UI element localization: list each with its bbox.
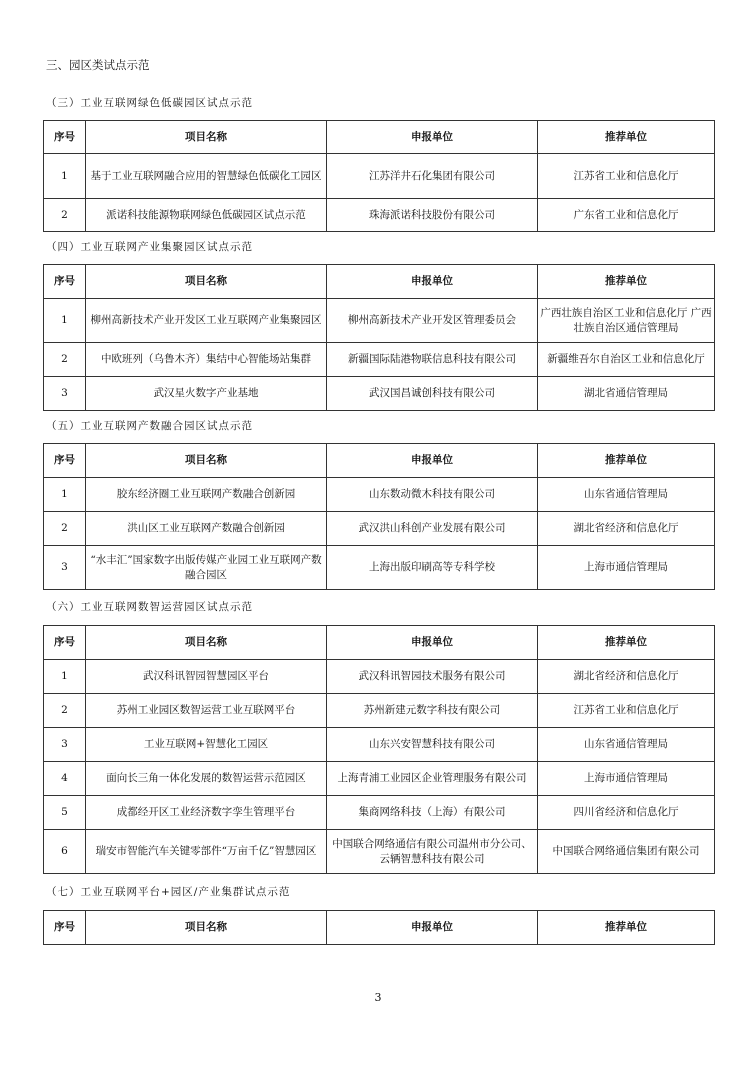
cell-recommender: 山东省通信管理局 (538, 478, 715, 512)
pilot-table (43, 443, 715, 590)
cell-project: 成都经开区工业经济数字孪生管理平台 (86, 796, 327, 830)
section-title: 三、园区类试点示范 (46, 58, 150, 72)
cell-project: 苏州工业园区数智运营工业互联网平台 (86, 694, 327, 728)
header-project: 项目名称 (86, 911, 327, 945)
cell-recommender: 上海市通信管理局 (538, 546, 715, 590)
header-applicant: 申报单位 (327, 626, 538, 660)
header-project: 项目名称 (86, 626, 327, 660)
cell-applicant: 新疆国际陆港物联信息科技有限公司 (327, 343, 538, 377)
cell-index: 1 (44, 660, 86, 694)
cell-recommender: 中国联合网络通信集团有限公司 (538, 830, 715, 874)
group-title: （三）工业互联网绿色低碳园区试点示范 (46, 97, 253, 109)
cell-index: 1 (44, 299, 86, 343)
cell-recommender: 山东省通信管理局 (538, 728, 715, 762)
header-recommender: 推荐单位 (538, 911, 715, 945)
table-row (44, 199, 715, 232)
cell-index: 6 (44, 830, 86, 874)
cell-index: 1 (44, 154, 86, 199)
cell-recommender: 新疆维吾尔自治区工业和信息化厅 (538, 343, 715, 377)
header-applicant: 申报单位 (327, 265, 538, 299)
cell-project: 武汉科讯智园智慧园区平台 (86, 660, 327, 694)
pilot-table (43, 264, 715, 411)
header-index: 序号 (44, 444, 86, 478)
page-number: 3 (374, 991, 382, 1004)
header-recommender: 推荐单位 (538, 121, 715, 154)
header-recommender: 推荐单位 (538, 626, 715, 660)
cell-recommender: 广西壮族自治区工业和信息化厅 广西壮族自治区通信管理局 (538, 299, 715, 343)
cell-index: 4 (44, 762, 86, 796)
cell-applicant: 武汉洪山科创产业发展有限公司 (327, 512, 538, 546)
group-title: （七）工业互联网平台+园区/产业集群试点示范 (46, 886, 291, 898)
cell-recommender: 上海市通信管理局 (538, 762, 715, 796)
cell-applicant: 珠海派诺科技股份有限公司 (327, 199, 538, 232)
cell-project: 洪山区工业互联网产数融合创新园 (86, 512, 327, 546)
header-recommender: 推荐单位 (538, 265, 715, 299)
header-recommender: 推荐单位 (538, 444, 715, 478)
table-header-row (44, 121, 715, 154)
header-index: 序号 (44, 626, 86, 660)
cell-recommender: 湖北省经济和信息化厅 (538, 512, 715, 546)
cell-index: 1 (44, 478, 86, 512)
table-header-row (44, 444, 715, 478)
cell-recommender: 湖北省通信管理局 (538, 377, 715, 411)
cell-project: 柳州高新技术产业开发区工业互联网产业集聚园区 (86, 299, 327, 343)
header-project: 项目名称 (86, 121, 327, 154)
cell-applicant: 柳州高新技术产业开发区管理委员会 (327, 299, 538, 343)
cell-applicant: 山东兴安智慧科技有限公司 (327, 728, 538, 762)
group-title: （六）工业互联网数智运营园区试点示范 (46, 601, 253, 613)
cell-applicant: 苏州新建元数字科技有限公司 (327, 694, 538, 728)
cell-applicant: 中国联合网络通信有限公司温州市分公司、云辆智慧科技有限公司 (327, 830, 538, 874)
table-row (44, 546, 715, 590)
cell-index: 3 (44, 728, 86, 762)
cell-index: 2 (44, 512, 86, 546)
cell-project: 中欧班列（乌鲁木齐）集结中心智能场站集群 (86, 343, 327, 377)
table-row (44, 762, 715, 796)
table-row (44, 478, 715, 512)
cell-applicant: 集商网络科技（上海）有限公司 (327, 796, 538, 830)
cell-applicant: 上海出版印刷高等专科学校 (327, 546, 538, 590)
cell-applicant: 山东数动微木科技有限公司 (327, 478, 538, 512)
cell-project: 面向长三角一体化发展的数智运营示范园区 (86, 762, 327, 796)
cell-project: 瑞安市智能汽车关键零部件“万亩千亿”智慧园区 (86, 830, 327, 874)
cell-project: 胶东经济圈工业互联网产数融合创新园 (86, 478, 327, 512)
cell-recommender: 湖北省经济和信息化厅 (538, 660, 715, 694)
table-row (44, 377, 715, 411)
table-row (44, 796, 715, 830)
cell-recommender: 江苏省工业和信息化厅 (538, 694, 715, 728)
cell-project: “水丰汇”国家数字出版传媒产业园工业互联网产数融合园区 (86, 546, 327, 590)
cell-recommender: 江苏省工业和信息化厅 (538, 154, 715, 199)
cell-recommender: 四川省经济和信息化厅 (538, 796, 715, 830)
header-index: 序号 (44, 265, 86, 299)
cell-index: 5 (44, 796, 86, 830)
table-row (44, 694, 715, 728)
cell-applicant: 上海青浦工业园区企业管理服务有限公司 (327, 762, 538, 796)
pilot-table (43, 120, 715, 232)
header-applicant: 申报单位 (327, 444, 538, 478)
header-index: 序号 (44, 121, 86, 154)
pilot-table (43, 625, 715, 874)
table-row (44, 728, 715, 762)
header-index: 序号 (44, 911, 86, 945)
cell-applicant: 武汉科讯智园技术服务有限公司 (327, 660, 538, 694)
cell-project: 工业互联网+智慧化工园区 (86, 728, 327, 762)
table-row (44, 660, 715, 694)
table-header-row (44, 911, 715, 945)
cell-index: 2 (44, 694, 86, 728)
cell-index: 2 (44, 343, 86, 377)
pilot-table (43, 910, 715, 945)
table-row (44, 343, 715, 377)
header-applicant: 申报单位 (327, 121, 538, 154)
cell-applicant: 江苏洋井石化集团有限公司 (327, 154, 538, 199)
group-title: （四）工业互联网产业集聚园区试点示范 (46, 241, 253, 253)
cell-index: 3 (44, 377, 86, 411)
table-row (44, 154, 715, 199)
table-row (44, 830, 715, 874)
group-title: （五）工业互联网产数融合园区试点示范 (46, 420, 253, 432)
cell-index: 2 (44, 199, 86, 232)
table-header-row (44, 265, 715, 299)
table-header-row (44, 626, 715, 660)
table-row (44, 299, 715, 343)
cell-project: 武汉星火数字产业基地 (86, 377, 327, 411)
cell-index: 3 (44, 546, 86, 590)
cell-applicant: 武汉国昌诚创科技有限公司 (327, 377, 538, 411)
table-row (44, 512, 715, 546)
header-project: 项目名称 (86, 265, 327, 299)
header-project: 项目名称 (86, 444, 327, 478)
header-applicant: 申报单位 (327, 911, 538, 945)
cell-recommender: 广东省工业和信息化厅 (538, 199, 715, 232)
cell-project: 基于工业互联网融合应用的智慧绿色低碳化工园区 (86, 154, 327, 199)
cell-project: 派诺科技能源物联网绿色低碳园区试点示范 (86, 199, 327, 232)
